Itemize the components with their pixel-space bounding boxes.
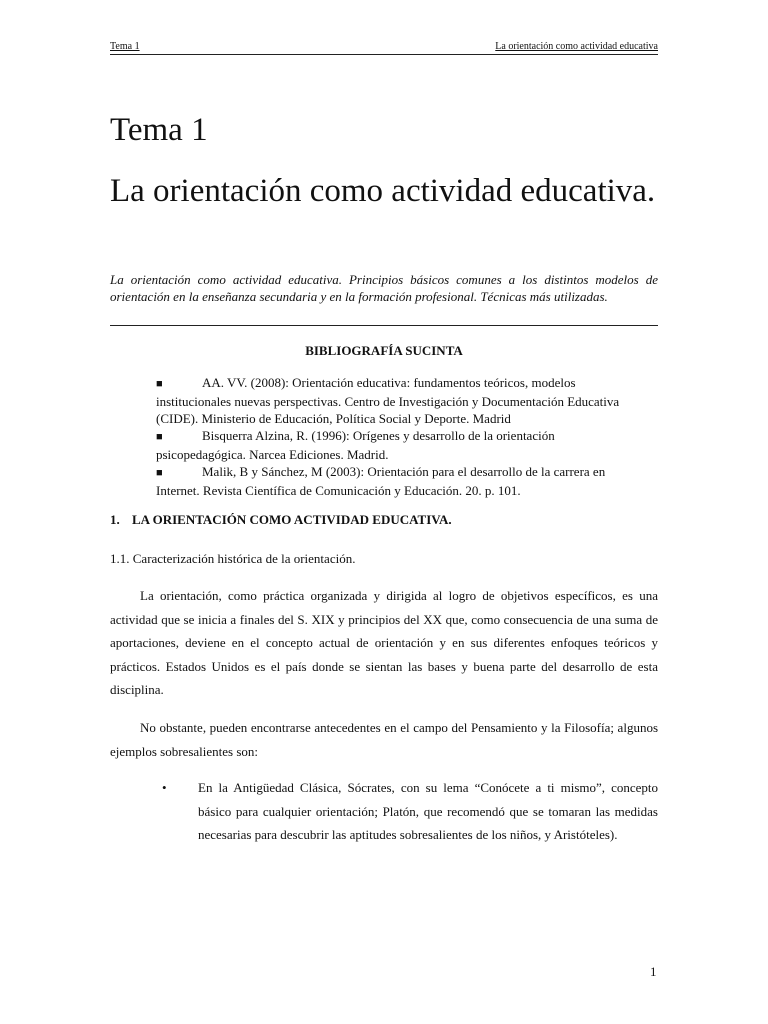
bullet-list-item [162, 776, 658, 847]
square-bullet-icon: ■ [156, 467, 163, 479]
bullet-list [162, 776, 658, 847]
bibliography-heading: BIBLIOGRAFÍA SUCINTA [305, 343, 463, 358]
bibliography-list [156, 374, 646, 499]
bibliography-item [156, 463, 646, 499]
main-title: La orientación como actividad educativa. [110, 173, 656, 209]
bibliography-item-text: Malik, B y Sánchez, M (2003): Orientación para el desarrollo de la carrera en Internet. Revista Científica de Comunicación y Educación. 20. p. 101. [156, 464, 606, 498]
square-bullet-icon: ■ [156, 378, 163, 390]
bullet-dot-icon: • [162, 780, 167, 795]
bibliography-item-text: Bisquerra Alzina, R. (1996): Orígenes y desarrollo de la orientación psicopedagógica. Narcea Ediciones. Madrid. [156, 428, 555, 462]
document-page [110, 0, 658, 1024]
section-number: 1. [110, 512, 120, 527]
topic-summary: La orientación como actividad educativa. Principios básicos comunes a los distintos modelos de orientación en la enseñanza secundaria y en la formación profesional. Técnicas más utilizadas. [110, 272, 658, 304]
section-heading [110, 512, 658, 528]
summary-divider [110, 325, 658, 326]
bibliography-item [156, 427, 646, 463]
header-left: Tema 1 [110, 41, 140, 52]
bibliography-item-text: AA. VV. (2008): Orientación educativa: fundamentos teóricos, modelos institucionales nuevas perspectivas. Centro de Investigación y Documentación Educativa (CIDE). Ministerio de Educación, Política Social y Deporte. Madrid [156, 375, 620, 426]
square-bullet-icon: ■ [156, 431, 163, 443]
subsection-heading: 1.1. Caracterización histórica de la orientación. [110, 551, 356, 566]
header-right: La orientación como actividad educativa [495, 41, 658, 52]
page-number: 1 [650, 964, 657, 979]
tema-title: Tema 1 [110, 112, 208, 148]
body-paragraph: La orientación, como práctica organizada y dirigida al logro de objetivos específicos, es una actividad que se inicia a finales del S. XIX y principios del XX que, como consecuencia de una suma de aportaciones, deviene en el concepto actual de orientación y en sus diferentes enfoques teóricos y prácticos. Estados Unidos es el país donde se sientan las bases y buena parte del desarrollo de esta disciplina. [110, 588, 658, 697]
bullet-text: En la Antigüedad Clásica, Sócrates, con su lema “Conócete a ti mismo”, concepto básico para cualquier orientación; Platón, que recomendó que se tomaran las medidas necesarias para descubrir las aptitudes sobresalientes de los niños, y Aristóteles). [198, 780, 658, 842]
bibliography-item [156, 374, 646, 427]
section-title: LA ORIENTACIÓN COMO ACTIVIDAD EDUCATIVA. [132, 512, 452, 527]
running-header [110, 41, 658, 55]
body-paragraph: No obstante, pueden encontrarse antecedentes en el campo del Pensamiento y la Filosofía; algunos ejemplos sobresalientes son: [110, 720, 658, 759]
